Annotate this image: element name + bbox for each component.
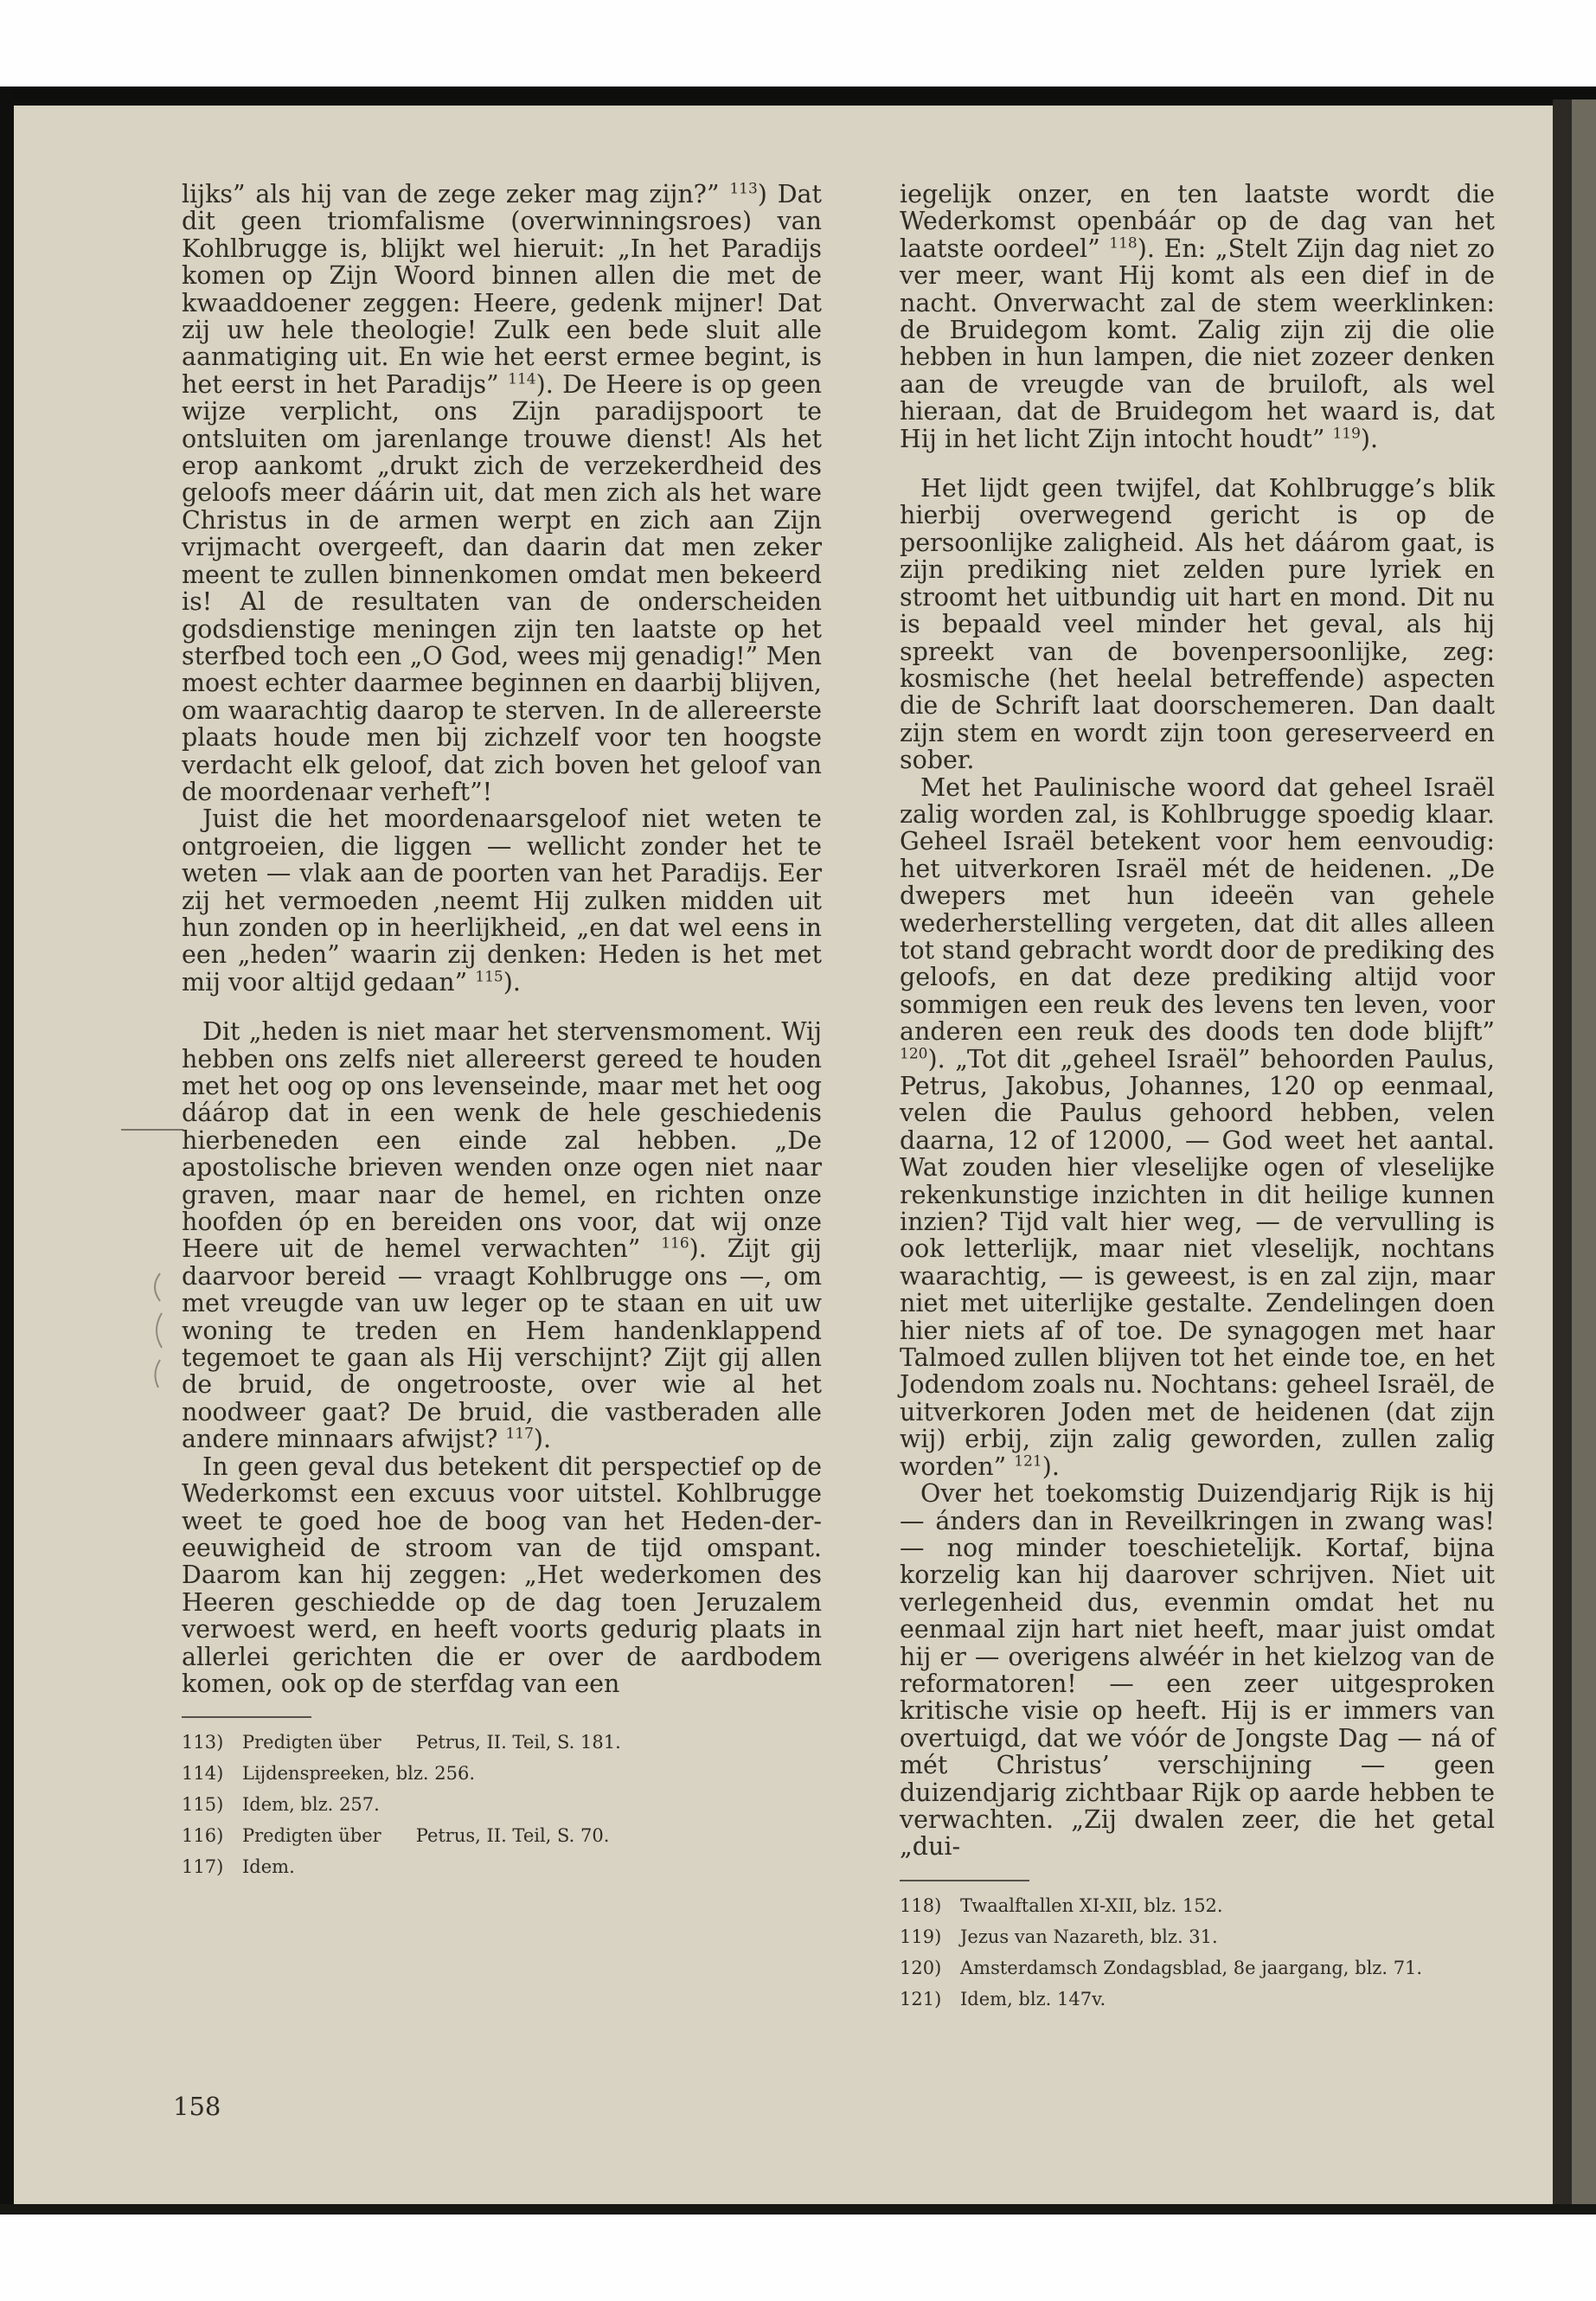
paragraph: Het lijdt geen twijfel, dat Kohlbrugge’s blik hierbij overwegend gericht is op de persoonlijke zaligheid. Als het dáárom gaat, is zijn prediking niet zelden pure lyriek en stroomt het uitbundig uit hart en mond. Dit nu is bepaald veel minder het geval, als hij spreekt van de bovenpersoonlijke, zeg: kosmische (het heelal betreffende) aspecten die de Schrift laat doorschemeren. Dan daalt zijn stem en wordt zijn toon gereserveerd en sober.: [900, 474, 1495, 775]
footnote-text: Idem, blz. 257.: [242, 1794, 380, 1816]
footnote-text: Idem.: [242, 1856, 295, 1878]
left-column: [182, 181, 822, 1882]
footnote-divider: [900, 1880, 1029, 1881]
footnote: [182, 1727, 822, 1758]
footnote-number: 115): [182, 1794, 224, 1816]
paragraph: Over het toekomstig Duizendjarig Rijk is hij — ánders dan in Reveilkringen in zwang was! — nog minder toeschietelijk. Kortaf, bijna korzelig kan hij daarover schrijven. Niet uit verlegenheid dus, evenmin omdat het nu eenmaal zijn hart niet heeft, maar juist omdat hij er — overigens alwéér in het kielzog van de reformatoren! — een zeer uitgesproken kritische visie op heeft. Hij is er immers van overtuigd, dat we vóór de Jongste Dag — ná of mét Christus’ verschijning — geen duizendjarig zichtbaar Rijk op aarde hebben te verwachten. „Zij dwalen zeer, die het getal „dui-: [900, 1479, 1495, 1862]
scan-top-border: [0, 87, 1596, 107]
book-spine-edge: [1572, 99, 1596, 2214]
footnote: [182, 1820, 822, 1851]
right-body-text: [900, 181, 1495, 1861]
right-column: [900, 181, 1495, 2015]
footnote-text: Idem, blz. 147v.: [960, 1988, 1106, 2009]
footnote-number: 121): [900, 1988, 942, 2009]
left-footnotes: [182, 1727, 822, 1882]
paragraph: Juist die het moordenaarsgeloof niet weten te ontgroeien, die liggen — wellicht zonder het te weten — vlak aan de poorten van het Paradijs. Eer zij het vermoeden ‚neemt Hij zulken midden uit hun zonden op in heerlijkheid, „en dat wel eens in een „heden” waarin zij denken: Heden is het met mij voor altijd gedaan” $^{115}$).: [182, 804, 822, 997]
footnote: [900, 1984, 1495, 2015]
footnote-number: 116): [182, 1825, 224, 1847]
footnote-number: 120): [900, 1957, 942, 1978]
paragraph: Dit „heden is niet maar het stervensmoment. Wij hebben ons zelfs niet allereerst gereed te houden met het oog op ons levenseinde, maar met het oog dáárop dat in een wenk de hele geschiedenis hierbeneden een einde zal hebben. „De apostolische brieven wenden onze ogen niet naar graven, maar naar de hemel, en richten onze hoofden óp en bereiden ons voor, dat wij onze Heere uit de hemel verwachten” $^{116}$). Zijt gij daarvoor bereid — vraagt Kohlbrugge ons —, om met vreugde van uw leger op te staan en uit uw woning te treden en Hem handenklappend tegemoet te gaan als Hij verschijnt? Zijt gij allen de bruid, de ongetrooste, over wie al het noodweer gaat? De bruid, die vastberaden alle andere minnaars afwijst? $^{117}$).: [182, 1017, 822, 1454]
left-body-text: [182, 181, 822, 1697]
footnote-number: 117): [182, 1856, 224, 1878]
margin-pencil-bracket: [143, 1270, 174, 1391]
footnote-divider: [182, 1716, 311, 1718]
footnote: [182, 1758, 822, 1789]
footnote-text: Predigten über Petrus, II. Teil, S. 181.: [242, 1732, 621, 1753]
footnote-text: Jezus van Nazareth, blz. 31.: [960, 1926, 1218, 1947]
scan-left-border: [0, 87, 14, 2214]
footnote-number: 113): [182, 1732, 224, 1753]
book-spine-shadow: [1553, 99, 1572, 2214]
scan-bottom-border: [0, 2204, 1596, 2214]
paragraph: In geen geval dus betekent dit perspectief op de Wederkomst een excuus voor uitstel. Kohlbrugge weet te goed hoe de boog van het Heden-der-eeuwigheid de stroom van de tijd omspant. Daarom kan hij zeggen: „Het wederkomen des Heeren geschiedde op de dag toen Jeruzalem verwoest werd, en heeft voorts gedurig plaats in allerlei gerichten die er over de aardbodem komen, ook op de sterfdag van een: [182, 1452, 822, 1698]
footnote-text: Amsterdamsch Zondagsblad, 8e jaargang, blz. 71.: [960, 1957, 1423, 1978]
footnote-text: Lijdenspreeken, blz. 256.: [242, 1763, 476, 1785]
footnote: [900, 1952, 1495, 1984]
footnote-number: 118): [900, 1894, 942, 1916]
scan-bottom-margin: [0, 2214, 1596, 2301]
footnote-number: 119): [900, 1926, 942, 1947]
page-number: 158: [173, 2092, 221, 2121]
footnote: [900, 1890, 1495, 1921]
margin-dash-mark: [121, 1129, 183, 1131]
scan-top-margin: [0, 0, 1596, 87]
paragraph: iegelijk onzer, en ten laatste wordt die Wederkomst openbáár op de dag van het laatste oordeel” $^{118}$). En: „Stelt Zijn dag niet zo ver meer, want Hij komt als een dief in de nacht. Onverwacht zal de stem weerklinken: de Bruidegom komt. Zalig zijn zij die olie hebben in hun lampen, die niet zozeer denken aan de vreugde van de bruiloft, als wel hieraan, dat de Bruidegom het waard is, dat Hij in het licht Zijn intocht houdt” $^{119}$).: [900, 180, 1495, 453]
footnote: [182, 1851, 822, 1882]
footnote-text: Predigten über Petrus, II. Teil, S. 70.: [242, 1825, 610, 1847]
right-footnotes: [900, 1890, 1495, 2015]
footnote-text: Twaalftallen XI-XII, blz. 152.: [960, 1894, 1223, 1916]
paragraph: Met het Paulinische woord dat geheel Israël zalig worden zal, is Kohlbrugge spoedig klaar. Geheel Israël betekent voor hem eenvoudig: het uitverkoren Israël mét de heidenen. „De dwepers met hun ideeën van gehele wederherstelling vergeten, dat dit alles alleen tot stand gebracht wordt door de prediking des geloofs, en dat deze prediking altijd voor sommigen een reuk des levens ten leven, voor anderen een reuk des doods ten dode blijft” $^{120}$). „Tot dit „geheel Israël” behoorden Paulus, Petrus, Jakobus, Johannes, 120 op eenmaal, velen die Paulus gehoord hebben, velen daarna, 12 of 12000, — God weet het aantal. Wat zouden hier vleselijke ogen of vleselijke rekenkunstige inzichten in dit heilige kunnen inzien? Tijd valt hier weg, — de vervulling is ook letterlijk, maar niet vleselijk, nochtans waarachtig, — is geweest, is en zal zijn, maar niet met uiterlijke gestalte. Zendelingen doen hier niets af of toe. De synagogen met haar Talmoed zullen blijven tot het einde toe, en het Jodendom zoals nu. Nochtans: geheel Israël, de uitverkoren Joden met de heidenen (dat zijn wij) erbij, zijn zalig geworden, zullen zalig worden” $^{121}$).: [900, 772, 1495, 1481]
footnote-number: 114): [182, 1763, 224, 1785]
footnote: [182, 1789, 822, 1820]
paragraph: lijks” als hij van de zege zeker mag zijn?” $^{113}$) Dat dit geen triomfalisme (overwinningsroes) van Kohlbrugge is, blijkt wel hieruit: „In het Paradijs komen op Zijn Woord binnen allen die met de kwaaddoener zeggen: Heere, gedenk mijner! Dat zij uw hele theologie! Zulk een bede sluit alle aanmatiging uit. En wie het eerst ermee begint, is het eerst in het Paradijs” $^{114}$). De Heere is op geen wijze verplicht, ons Zijn paradijspoort te ontsluiten om jarenlange trouwe dienst! Als het erop aankomt „drukt zich de verzekerdheid des geloofs meer dáárin uit, dat men zich als het ware Christus in de armen werpt en zich aan Zijn vrijmacht overgeeft, dan daarin dat men zeker meent te zullen binnenkomen omdat men bekeerd is! Al de resultaten van de onderscheiden godsdienstige meningen zijn ten laatste op het sterfbed toch een „O God, wees mij genadig!” Men moest echter daarmee beginnen en daarbij blijven, om waarachtig daarop te sterven. In de allereerste plaats houde men bij zichzelf voor ten hoogste verdacht elk geloof, dat zich boven het geloof van de moordenaar verheft”!: [182, 180, 822, 806]
footnote: [900, 1921, 1495, 1952]
